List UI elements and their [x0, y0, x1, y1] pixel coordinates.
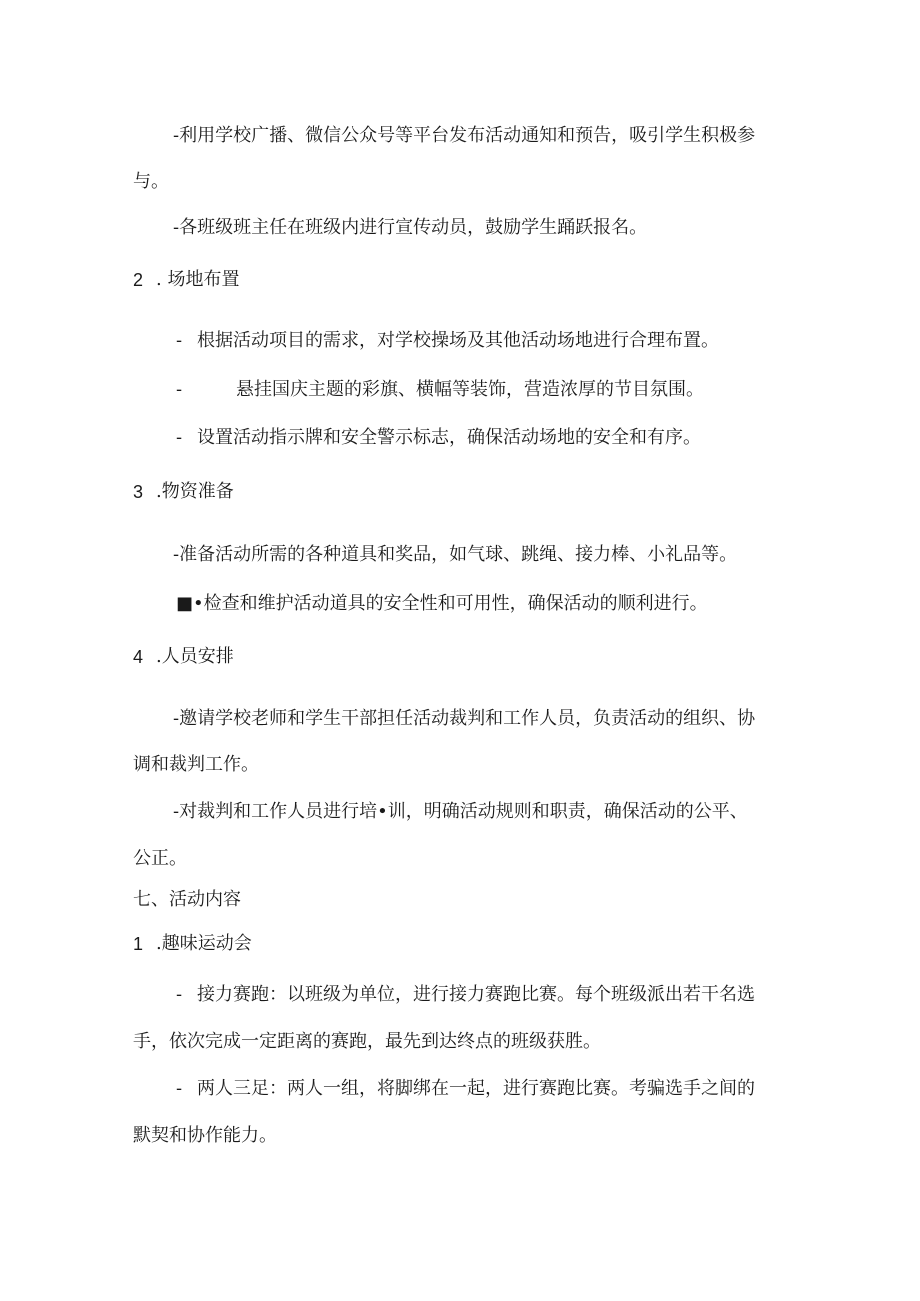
content-item-2-dash: - [176, 1078, 183, 1099]
supplies-item-1: -准备活动所需的各种道具和奖品，如气球、跳绳、接力棒、小礼品等。 [173, 544, 738, 565]
staff-title: .人员安排 [156, 646, 234, 667]
content-sub1-number: 1 [133, 934, 144, 954]
publicity-item-2: -各班级班主任在班级内进行宣传动员，鼓励学生踊跃报名。 [173, 217, 648, 238]
content-title: 七、活动内容 [133, 889, 241, 910]
staff-item-1-line-2: 调和裁判工作。 [133, 754, 259, 775]
publicity-item-1-line-2: 与。 [133, 171, 169, 192]
content-item-2-line-1: 两人三足：两人一组，将脚绑在一起，进行赛跑比赛。考骗选手之间的 [197, 1078, 755, 1099]
venue-item-1-dash: - [176, 330, 183, 351]
staff-number: 4 [133, 647, 144, 667]
content-sub1-title: .趣味运动会 [156, 933, 252, 954]
publicity-item-1-line-1: -利用学校广播、微信公众号等平台发布活动通知和预告，吸引学生积极参 [173, 125, 756, 146]
content-item-1-line-2: 手，依次完成一定距离的赛跑，最先到达终点的班级获胜。 [133, 1031, 601, 1052]
supplies-number: 3 [133, 482, 144, 502]
staff-item-1-line-1: -邀请学校老师和学生干部担任活动裁判和工作人员，负责活动的组织、协 [173, 708, 756, 729]
staff-item-2-line-2: 公正。 [133, 848, 187, 869]
venue-item-2: 悬挂国庆主题的彩旗、横幅等装饰，营造浓厚的节目氛围。 [236, 379, 704, 400]
staff-item-2-line-1: -对裁判和工作人员进行培•训，明确活动规则和职责，确保活动的公平、 [173, 801, 748, 822]
venue-item-3-dash: - [176, 427, 183, 448]
content-item-1-line-1: 接力赛跑：以班级为单位，进行接力赛跑比赛。每个班级派出若干名选 [197, 984, 755, 1005]
content-item-1-dash: - [176, 984, 183, 1005]
venue-number: 2 [133, 270, 144, 290]
supplies-item-2: ■•检查和维护活动道具的安全性和可用性，确保活动的顺利进行。 [176, 593, 708, 614]
content-item-2-line-2: 默契和协作能力。 [133, 1125, 277, 1146]
venue-item-3: 设置活动指示牌和安全警示标志，确保活动场地的安全和有序。 [197, 427, 701, 448]
supplies-title: .物资准备 [156, 481, 234, 502]
venue-item-2-dash: - [176, 379, 183, 400]
venue-title: . 场地布置 [156, 269, 240, 290]
venue-item-1: 根据活动项目的需求，对学校操场及其他活动场地进行合理布置。 [197, 330, 719, 351]
